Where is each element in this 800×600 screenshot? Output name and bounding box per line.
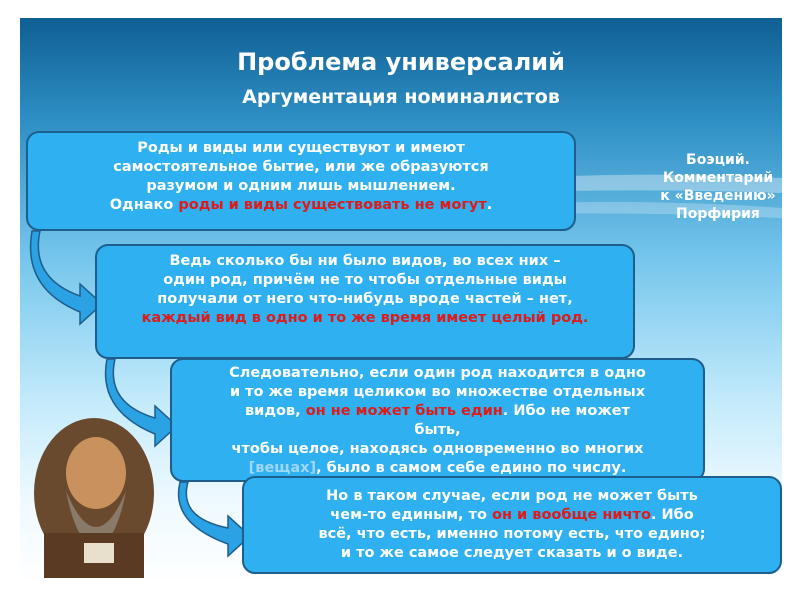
text-fragment: , было в самом себе едино по числу. — [316, 460, 627, 476]
text-line: быть, — [414, 422, 461, 438]
text-line: и то же самое следует сказать и о виде. — [340, 545, 684, 561]
text-line — [38, 196, 564, 215]
argument-box-4 — [242, 476, 782, 574]
text-fragment: . Ибо — [650, 507, 694, 523]
text-line: Но в таком случае, если род не может быть — [326, 488, 698, 504]
slide-title: Проблема универсалий — [237, 48, 565, 76]
text-fragment: Однако — [109, 197, 179, 213]
text-line: разумом и одним лишь мышлением. — [146, 178, 456, 194]
slide-subtitle: Аргументация номиналистов — [242, 86, 560, 108]
highlight-text: роды и виды существовать не могут — [178, 197, 487, 213]
source-line: Комментарий — [662, 170, 774, 186]
arrow-3 — [179, 482, 250, 556]
text-fragment: . Ибо не может — [502, 403, 630, 419]
text-line: Роды и виды или существуют и имеют — [137, 140, 465, 156]
highlight-text: он и вообще ничто — [492, 507, 651, 523]
arrow-1 — [31, 231, 102, 324]
portrait-image — [24, 413, 174, 578]
highlight-text: он не может быть един — [305, 403, 503, 419]
source-line: Порфирия — [676, 206, 760, 222]
text-line: один род, причём не то чтобы отдельные виды — [163, 272, 567, 288]
text-line: всё, что есть, именно потому есть, что едино; — [318, 526, 706, 542]
text-line: Ведь сколько бы ни было видов, во всех них – — [169, 253, 561, 269]
bracket-text: [вещах] — [248, 460, 317, 476]
argument-box-1 — [26, 131, 576, 231]
text-line: и то же время целиком во множестве отдельных — [229, 384, 646, 400]
source-line: к «Введению» — [660, 188, 776, 204]
slide — [20, 18, 782, 584]
argument-box-3 — [170, 358, 705, 482]
text-fragment: чем-то единым, то — [330, 507, 493, 523]
text-line: самостоятельное бытие, или же образуются — [113, 159, 489, 175]
text-line — [180, 402, 695, 421]
text-fragment: видов, — [244, 403, 306, 419]
highlight-text: каждый вид в одно и то же время имеет целый род. — [141, 310, 589, 326]
source-line: Боэций. — [686, 152, 750, 168]
argument-box-2 — [95, 244, 635, 359]
text-fragment: . — [486, 197, 493, 213]
text-line: получали от него что-нибудь вроде частей – нет, — [157, 291, 573, 307]
text-line: чтобы целое, находясь одновременно во многих — [231, 441, 644, 457]
text-line — [254, 506, 770, 525]
text-line: Следовательно, если один род находится в одно — [229, 365, 646, 381]
